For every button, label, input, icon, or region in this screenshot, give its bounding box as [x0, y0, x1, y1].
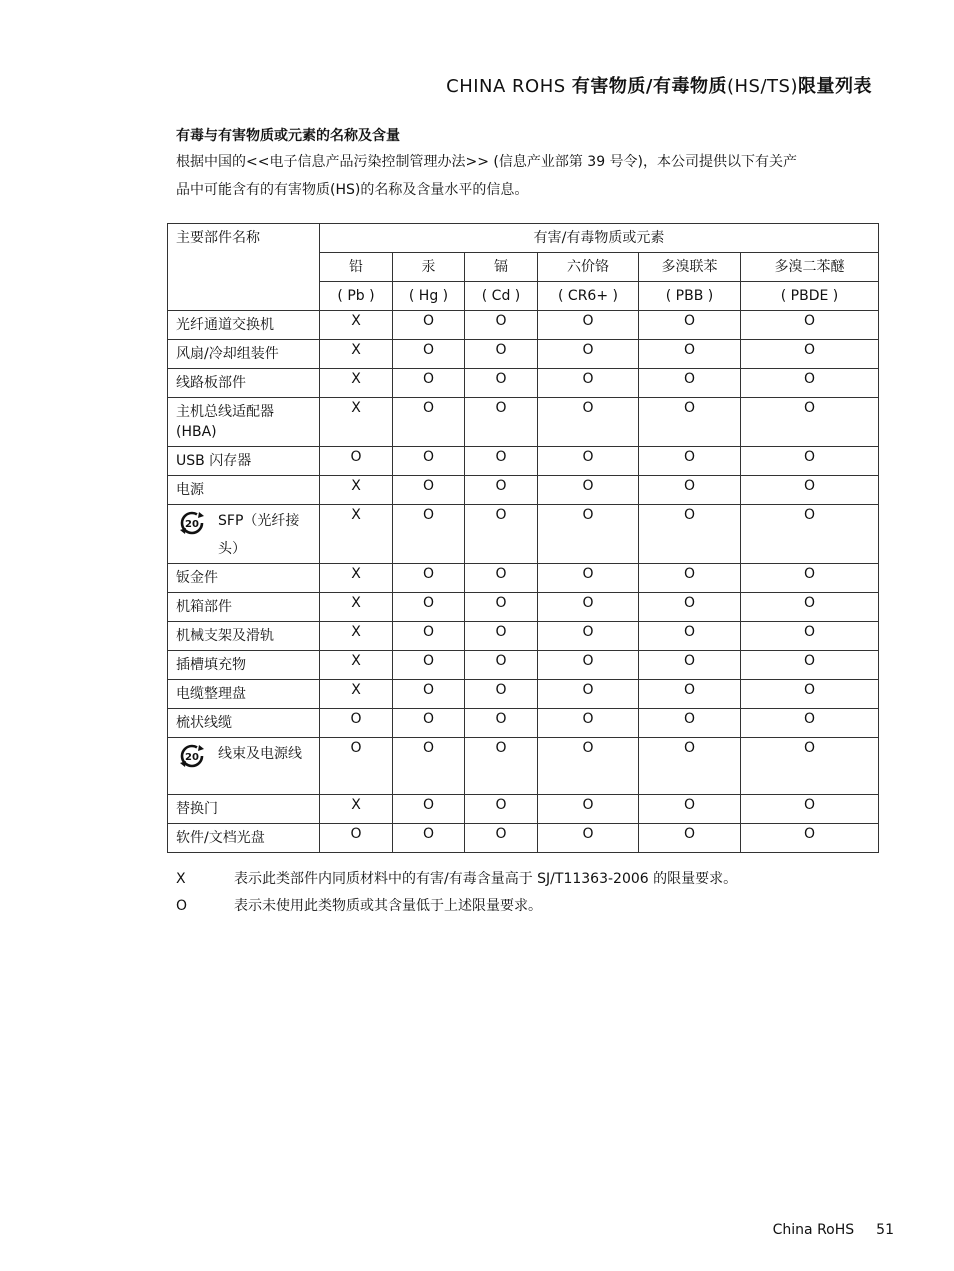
- substance-value-cell: O: [741, 505, 879, 564]
- component-row: [168, 738, 879, 795]
- substance-value-cell: O: [393, 824, 465, 853]
- substance-value-cell: X: [320, 651, 393, 680]
- component-row: [168, 795, 879, 824]
- substance-value-cell: O: [393, 709, 465, 738]
- page-footer: [700, 1222, 894, 1238]
- substance-value-cell: O: [465, 622, 538, 651]
- component-row: [168, 505, 879, 564]
- component-name-cell: [168, 398, 320, 447]
- substance-name: 汞: [393, 253, 465, 282]
- substance-value-cell: O: [538, 622, 639, 651]
- substance-value-cell: O: [741, 651, 879, 680]
- component-name: 电源: [176, 482, 204, 498]
- substance-value-cell: O: [741, 622, 879, 651]
- component-row: [168, 476, 879, 505]
- legend-item: [176, 893, 737, 920]
- substance-value-cell: X: [320, 680, 393, 709]
- substance-value-cell: O: [465, 340, 538, 369]
- component-row: [168, 709, 879, 738]
- substance-value-cell: O: [538, 593, 639, 622]
- substance-value-cell: O: [639, 795, 741, 824]
- substance-value-cell: O: [639, 738, 741, 795]
- header-title-cn2: 限量列表: [798, 76, 872, 97]
- substance-value-cell: X: [320, 564, 393, 593]
- substance-value-cell: O: [393, 505, 465, 564]
- substance-value-cell: O: [465, 476, 538, 505]
- component-name: 线路板部件: [176, 375, 246, 391]
- footer-label: China RoHS: [772, 1222, 855, 1238]
- substance-value-cell: O: [741, 564, 879, 593]
- substance-value-cell: O: [741, 369, 879, 398]
- substance-value-cell: O: [639, 651, 741, 680]
- substance-value-cell: O: [538, 651, 639, 680]
- component-row: [168, 622, 879, 651]
- component-name-cell: [168, 311, 320, 340]
- rohs-table: [167, 223, 879, 853]
- intro-paragraph: [176, 148, 876, 204]
- component-name-cell: [168, 622, 320, 651]
- substance-symbol: ( PBDE ): [741, 282, 879, 311]
- substance-value-cell: O: [393, 369, 465, 398]
- substance-value-cell: O: [465, 709, 538, 738]
- substance-value-cell: O: [639, 593, 741, 622]
- substance-value-cell: O: [465, 564, 538, 593]
- section-title: 有毒与有害物质或元素的名称及含量: [176, 128, 400, 144]
- component-name: USB 闪存器: [176, 453, 252, 469]
- substance-value-cell: O: [465, 398, 538, 447]
- component-name: 线束及电源线: [218, 746, 302, 762]
- substance-value-cell: O: [741, 311, 879, 340]
- legend-key: X: [176, 871, 186, 887]
- substance-value-cell: O: [538, 369, 639, 398]
- substance-value-cell: X: [320, 340, 393, 369]
- substance-value-cell: O: [393, 651, 465, 680]
- substance-value-cell: O: [393, 622, 465, 651]
- substance-value-cell: X: [320, 369, 393, 398]
- component-name-cell: [168, 795, 320, 824]
- substance-value-cell: O: [465, 311, 538, 340]
- substance-value-cell: O: [538, 340, 639, 369]
- component-name: 插槽填充物: [176, 657, 246, 673]
- table-header-row: [168, 224, 879, 253]
- component-row: [168, 593, 879, 622]
- substance-name: 六价铬: [538, 253, 639, 282]
- legend-text: 表示未使用此类物质或其含量低于上述限量要求。: [234, 898, 542, 914]
- substance-value-cell: O: [741, 340, 879, 369]
- substance-value-cell: X: [320, 505, 393, 564]
- substance-value-cell: O: [465, 505, 538, 564]
- substance-value-cell: X: [320, 593, 393, 622]
- marked-component: [176, 738, 319, 770]
- component-name-cell: [168, 447, 320, 476]
- substance-value-cell: O: [639, 311, 741, 340]
- substance-value-cell: O: [741, 476, 879, 505]
- epup-20-year-icon: [178, 509, 206, 537]
- component-name: 光纤通道交换机: [176, 317, 274, 333]
- substance-value-cell: O: [320, 447, 393, 476]
- substance-value-cell: O: [639, 680, 741, 709]
- substance-value-cell: O: [538, 476, 639, 505]
- substance-value-cell: X: [320, 476, 393, 505]
- substance-value-cell: O: [538, 795, 639, 824]
- component-name-cell: [168, 680, 320, 709]
- substance-value-cell: X: [320, 795, 393, 824]
- substance-name: 镉: [465, 253, 538, 282]
- substance-value-cell: O: [741, 738, 879, 795]
- substance-value-cell: X: [320, 311, 393, 340]
- substance-value-cell: X: [320, 622, 393, 651]
- substance-name: 多溴二苯醚: [741, 253, 879, 282]
- epup-icon-label: 20: [185, 752, 199, 763]
- component-row: [168, 398, 879, 447]
- header-title-paren: (HS/TS): [727, 76, 798, 97]
- substance-value-cell: O: [639, 709, 741, 738]
- substance-value-cell: O: [538, 824, 639, 853]
- substance-value-cell: O: [393, 593, 465, 622]
- substance-value-cell: O: [465, 680, 538, 709]
- substance-value-cell: O: [639, 369, 741, 398]
- substance-value-cell: O: [538, 398, 639, 447]
- substance-value-cell: O: [393, 398, 465, 447]
- component-name: 软件/文档光盘: [176, 830, 265, 846]
- component-column-header: 主要部件名称: [168, 224, 320, 311]
- substance-value-cell: X: [320, 398, 393, 447]
- substance-value-cell: O: [393, 311, 465, 340]
- substance-value-cell: O: [639, 505, 741, 564]
- substance-value-cell: O: [639, 622, 741, 651]
- substance-value-cell: O: [639, 340, 741, 369]
- substance-value-cell: O: [741, 680, 879, 709]
- page-number: 51: [876, 1222, 894, 1238]
- component-name: 替换门: [176, 801, 218, 817]
- substance-value-cell: O: [393, 564, 465, 593]
- marked-component: [176, 505, 319, 563]
- rohs-table-body: [168, 224, 879, 853]
- substance-value-cell: O: [320, 738, 393, 795]
- substance-value-cell: O: [465, 369, 538, 398]
- component-name-cell: [168, 709, 320, 738]
- substance-value-cell: O: [741, 824, 879, 853]
- component-name-cell: [168, 564, 320, 593]
- substance-symbol: ( PBB ): [639, 282, 741, 311]
- substance-value-cell: O: [538, 311, 639, 340]
- substance-value-cell: O: [741, 709, 879, 738]
- substance-value-cell: O: [538, 709, 639, 738]
- component-name-cell: [168, 476, 320, 505]
- substance-value-cell: O: [465, 651, 538, 680]
- component-row: [168, 651, 879, 680]
- substance-value-cell: O: [465, 824, 538, 853]
- component-name: 机箱部件: [176, 599, 232, 615]
- component-row: [168, 680, 879, 709]
- substance-value-cell: O: [538, 564, 639, 593]
- substance-symbol: ( Hg ): [393, 282, 465, 311]
- substance-symbol: ( Cd ): [465, 282, 538, 311]
- page-header: [420, 72, 872, 98]
- substance-value-cell: O: [320, 709, 393, 738]
- component-name-cell: [168, 738, 320, 795]
- component-name-cell: [168, 505, 320, 564]
- substance-value-cell: O: [465, 593, 538, 622]
- component-row: [168, 311, 879, 340]
- substance-value-cell: O: [320, 824, 393, 853]
- substance-value-cell: O: [639, 564, 741, 593]
- substance-value-cell: O: [741, 398, 879, 447]
- substance-value-cell: O: [538, 680, 639, 709]
- epup-icon-label: 20: [185, 519, 199, 530]
- substance-value-cell: O: [538, 738, 639, 795]
- intro-line-2: 品中可能含有的有害物质(HS)的名称及含量水平的信息。: [176, 182, 529, 198]
- substance-value-cell: O: [639, 476, 741, 505]
- component-name: 主机总线适配器 (HBA): [176, 404, 274, 440]
- substance-value-cell: O: [393, 738, 465, 795]
- substance-value-cell: O: [538, 505, 639, 564]
- legend-key: O: [176, 898, 188, 914]
- substance-value-cell: O: [741, 447, 879, 476]
- substance-value-cell: O: [393, 795, 465, 824]
- substance-symbol: ( CR6+ ): [538, 282, 639, 311]
- component-row: [168, 369, 879, 398]
- component-name: 风扇/冷却组装件: [176, 346, 279, 362]
- component-name: 钣金件: [176, 570, 218, 586]
- substance-value-cell: O: [465, 447, 538, 476]
- substance-value-cell: O: [393, 340, 465, 369]
- substance-value-cell: O: [639, 398, 741, 447]
- substance-value-cell: O: [393, 447, 465, 476]
- component-name-cell: [168, 593, 320, 622]
- component-name: 机械支架及滑轨: [176, 628, 274, 644]
- header-title-latin: CHINA ROHS: [446, 76, 572, 97]
- substance-value-cell: O: [639, 824, 741, 853]
- component-name: 梳状线缆: [176, 715, 232, 731]
- substance-value-cell: O: [465, 738, 538, 795]
- legend: [176, 866, 737, 920]
- component-row: [168, 824, 879, 853]
- substance-name: 多溴联苯: [639, 253, 741, 282]
- legend-item: [176, 866, 737, 893]
- component-row: [168, 340, 879, 369]
- substance-value-cell: O: [465, 795, 538, 824]
- substance-value-cell: O: [639, 447, 741, 476]
- substance-value-cell: O: [538, 447, 639, 476]
- legend-text: 表示此类部件内同质材料中的有害/有毒含量高于 SJ/T11363-2006 的限量要求。: [234, 871, 738, 887]
- substance-value-cell: O: [741, 795, 879, 824]
- component-name-cell: [168, 369, 320, 398]
- component-name-cell: [168, 340, 320, 369]
- component-name: 电缆整理盘: [176, 686, 246, 702]
- substance-value-cell: O: [393, 680, 465, 709]
- header-title-cn1: 有害物质/有毒物质: [571, 76, 727, 97]
- component-name-cell: [168, 651, 320, 680]
- component-name-cell: [168, 824, 320, 853]
- substance-name: 铅: [320, 253, 393, 282]
- component-row: [168, 564, 879, 593]
- component-row: [168, 447, 879, 476]
- epup-20-year-icon: [178, 742, 206, 770]
- substance-group-header: 有害/有毒物质或元素: [320, 224, 879, 253]
- substance-value-cell: O: [741, 593, 879, 622]
- component-name: SFP（光纤接头）: [218, 513, 300, 557]
- substance-symbol: ( Pb ): [320, 282, 393, 311]
- intro-line-1: 根据中国的<<电子信息产品污染控制管理办法>> (信息产业部第 39 号令)，本公司提供以下有关产: [176, 154, 798, 170]
- substance-value-cell: O: [393, 476, 465, 505]
